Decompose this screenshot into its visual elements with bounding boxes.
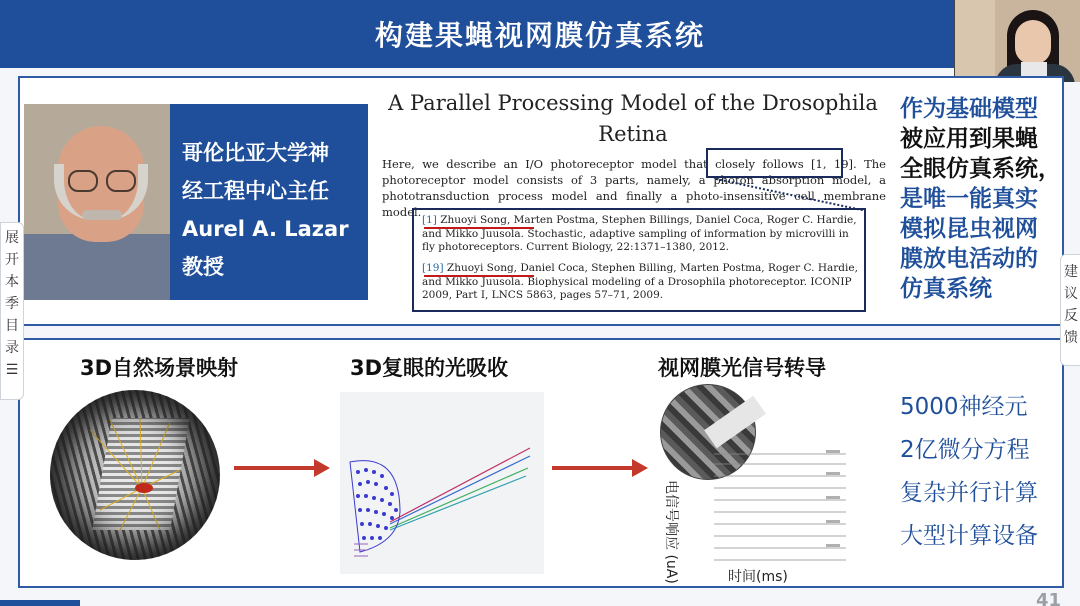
reference-2-text: Zhuoyi Song, Daniel Coca, Stephen Billing, Marten Postma, Roger C. Hardie, and Mikko Juusola. Biophysical modeling of a Drosophila photoreceptor. ICONIP 2009, Part I, LNCS 5863, pages 57–71, 2009. — [422, 262, 858, 301]
compound-eye-plot — [340, 392, 544, 574]
slide-title: 构建果蝇视网膜仿真系统 — [374, 19, 705, 52]
stat-parallel-compute: 复杂并行计算 — [900, 480, 1038, 506]
bio-line-2: 经工程中心主任 — [182, 179, 329, 203]
scene-vignette — [50, 390, 220, 560]
page-number: 41 — [1036, 590, 1062, 606]
bio-line-3: Aurel A. Lazar — [182, 217, 349, 241]
reference-1 — [422, 214, 862, 255]
y-axis-label: 电信号响应 (uA) — [663, 480, 679, 584]
photo-mustache — [82, 210, 122, 220]
bottom-content-panel — [18, 338, 1064, 588]
left-tab-char-5: 目 — [5, 318, 19, 334]
menu-list-icon: ☰ — [5, 362, 19, 378]
retina-response-plot — [656, 384, 856, 574]
stat-equations: 2亿微分方程 — [900, 437, 1030, 463]
glasses-icon — [68, 170, 138, 192]
bio-line-4: 教授 — [182, 255, 224, 279]
left-tab-char-2: 开 — [5, 252, 19, 268]
right-tab-char-3: 反 — [1064, 308, 1078, 324]
left-tab-char-3: 本 — [5, 274, 19, 290]
statement-line-3: 全眼仿真系统， — [900, 156, 1061, 182]
x-axis-label: 时间(ms) — [728, 569, 788, 585]
references-box — [412, 208, 866, 312]
paper-title-line-1: A Parallel Processing Model of the Drosophila — [388, 91, 878, 115]
stage-2-label: 3D复眼的光吸收 — [350, 356, 509, 380]
arrow-right-icon — [552, 466, 634, 470]
arrow-right-icon — [234, 466, 316, 470]
presenter-video-feed[interactable] — [954, 0, 1080, 82]
reference-2 — [422, 262, 862, 303]
stat-hardware: 大型计算设备 — [900, 523, 1038, 549]
photo-shirt — [24, 234, 170, 300]
paper-excerpt — [376, 82, 890, 322]
top-content-panel — [18, 76, 1064, 326]
portrait-photo — [24, 104, 170, 300]
right-tab-char-1: 建 — [1064, 264, 1078, 280]
stat-neurons: 5000神经元 — [900, 394, 1028, 420]
title-bar — [0, 0, 1080, 68]
statement-line-6: 膜放电活动的 — [900, 246, 1038, 272]
reference-2-number: [19] — [422, 262, 444, 274]
response-traces — [656, 384, 856, 574]
statement-line-1: 作为基础模型 — [900, 96, 1038, 122]
reference-1-underline — [424, 227, 534, 229]
expand-outline-tab[interactable] — [0, 222, 24, 400]
left-tab-char-4: 季 — [5, 296, 19, 312]
right-tab-char-2: 议 — [1064, 286, 1078, 302]
paper-body: Here, we describe an I/O photoreceptor model that closely follows [1, 19]. The photoreceptor model consists of 3 parts, namely, a photon absorption model, a phototransduction process model and finally a photo-insensitive cell membrane model. — [382, 157, 886, 219]
statement-line-5: 模拟昆虫视网 — [900, 216, 1038, 242]
paper-title — [376, 88, 890, 150]
stage-1-label: 3D自然场景映射 — [80, 356, 239, 380]
feedback-tab[interactable] — [1060, 254, 1080, 366]
citation-highlight-box — [706, 148, 843, 178]
statement-line-4: 是唯一能真实 — [900, 186, 1038, 212]
video-background — [955, 0, 995, 82]
left-tab-char-6: 录 — [5, 340, 19, 356]
reference-1-text: Zhuoyi Song, Marten Postma, Stephen Billings, Daniel Coca, Roger C. Hardie, and Mikko Juusola. Stochastic, adaptive sampling of information by microvilli in fly photoreceptors. Current Biology, 22:1371–1380, 2012. — [422, 214, 857, 253]
stats-list — [900, 386, 1060, 558]
right-tab-char-4: 馈 — [1064, 330, 1078, 346]
reference-2-underline — [424, 275, 534, 277]
statement-text — [900, 94, 1070, 304]
natural-scene-sphere — [50, 390, 220, 560]
bio-line-1: 哥伦比亚大学神 — [182, 141, 329, 165]
stage-3-label: 视网膜光信号转导 — [658, 356, 826, 380]
paper-title-line-2: Retina — [598, 122, 668, 146]
bio-card — [170, 104, 368, 300]
reference-1-number: [1] — [422, 214, 437, 226]
compound-eye-svg — [340, 392, 544, 574]
progress-strip — [0, 600, 80, 606]
statement-line-2: 被应用到果蝇 — [900, 126, 1038, 152]
statement-line-7: 仿真系统 — [900, 276, 992, 302]
presenter-face — [1015, 20, 1051, 64]
left-tab-char-1: 展 — [5, 230, 19, 246]
